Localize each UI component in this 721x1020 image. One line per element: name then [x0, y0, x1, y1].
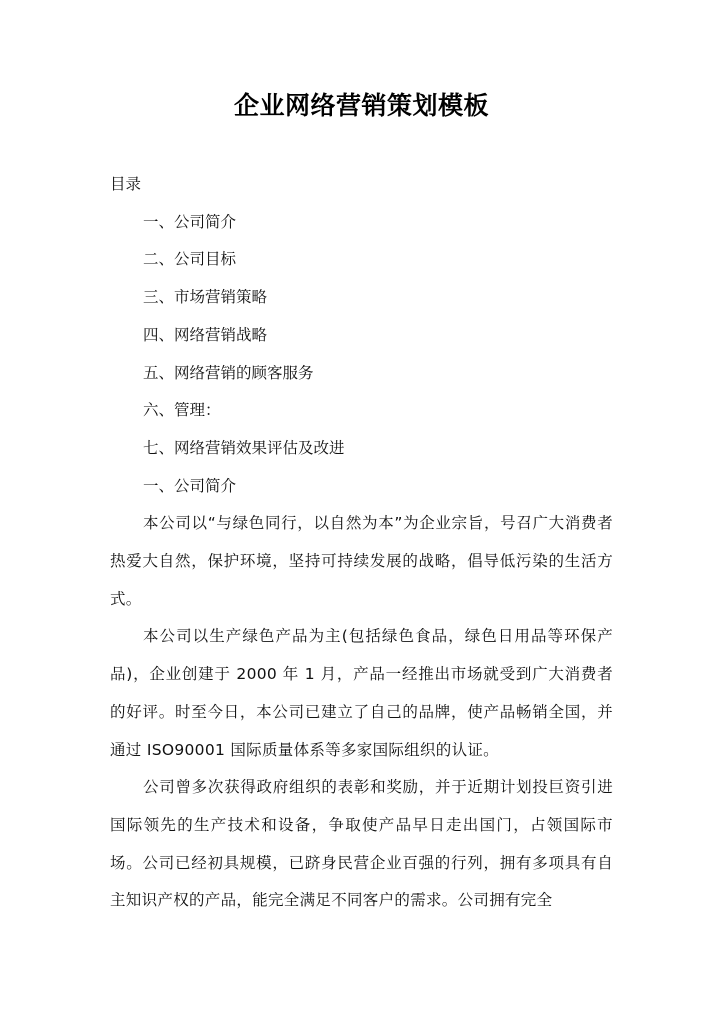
- toc-item-5: 五、网络营销的顾客服务: [143, 363, 314, 382]
- toc-item-7: 七、网络营销效果评估及改进: [143, 438, 345, 457]
- toc-item-4: 四、网络营销战略: [143, 325, 268, 344]
- toc-item-3: 三、市场营销策略: [143, 288, 268, 307]
- toc-item-2: 二、公司目标: [143, 250, 237, 269]
- document-title: 企业网络营销策划模板: [233, 91, 489, 120]
- paragraph-mission: 本公司以“与绿色同行，以自然为本”为企业宗旨，号召广大消费者热爱大自然，保护环境，坚持可持续发展的战略，倡导低污染的生活方式。: [110, 514, 613, 608]
- toc-item-6: 六、管理：: [143, 401, 221, 420]
- toc-heading: 目录: [110, 175, 142, 193]
- document-body: [110, 166, 613, 920]
- section-heading-company-profile: 一、公司简介: [143, 476, 237, 495]
- paragraph-products: 本公司以生产绿色产品为主(包括绿色食品，绿色日用品等环保产品)，企业创建于 2000 年 1 月，产品一经推出市场就受到广大消费者的好评。时至今日，本公司已建立了自己的品牌，使产品畅销全国，并通过 ISO90001 国际质量体系等多家国际组织的认证。: [110, 627, 613, 759]
- paragraph-achievements: 公司曾多次获得政府组织的表彰和奖励，并于近期计划投巨资引进国际领先的生产技术和设备，争取使产品早日走出国门，占领国际市场。公司已经初具规模，已跻身民营企业百强的行列，拥有多项具有自主知识产权的产品，能完全满足不同客户的需求。公司拥有完全: [110, 778, 613, 910]
- toc-item-1: 一、公司简介: [143, 212, 237, 231]
